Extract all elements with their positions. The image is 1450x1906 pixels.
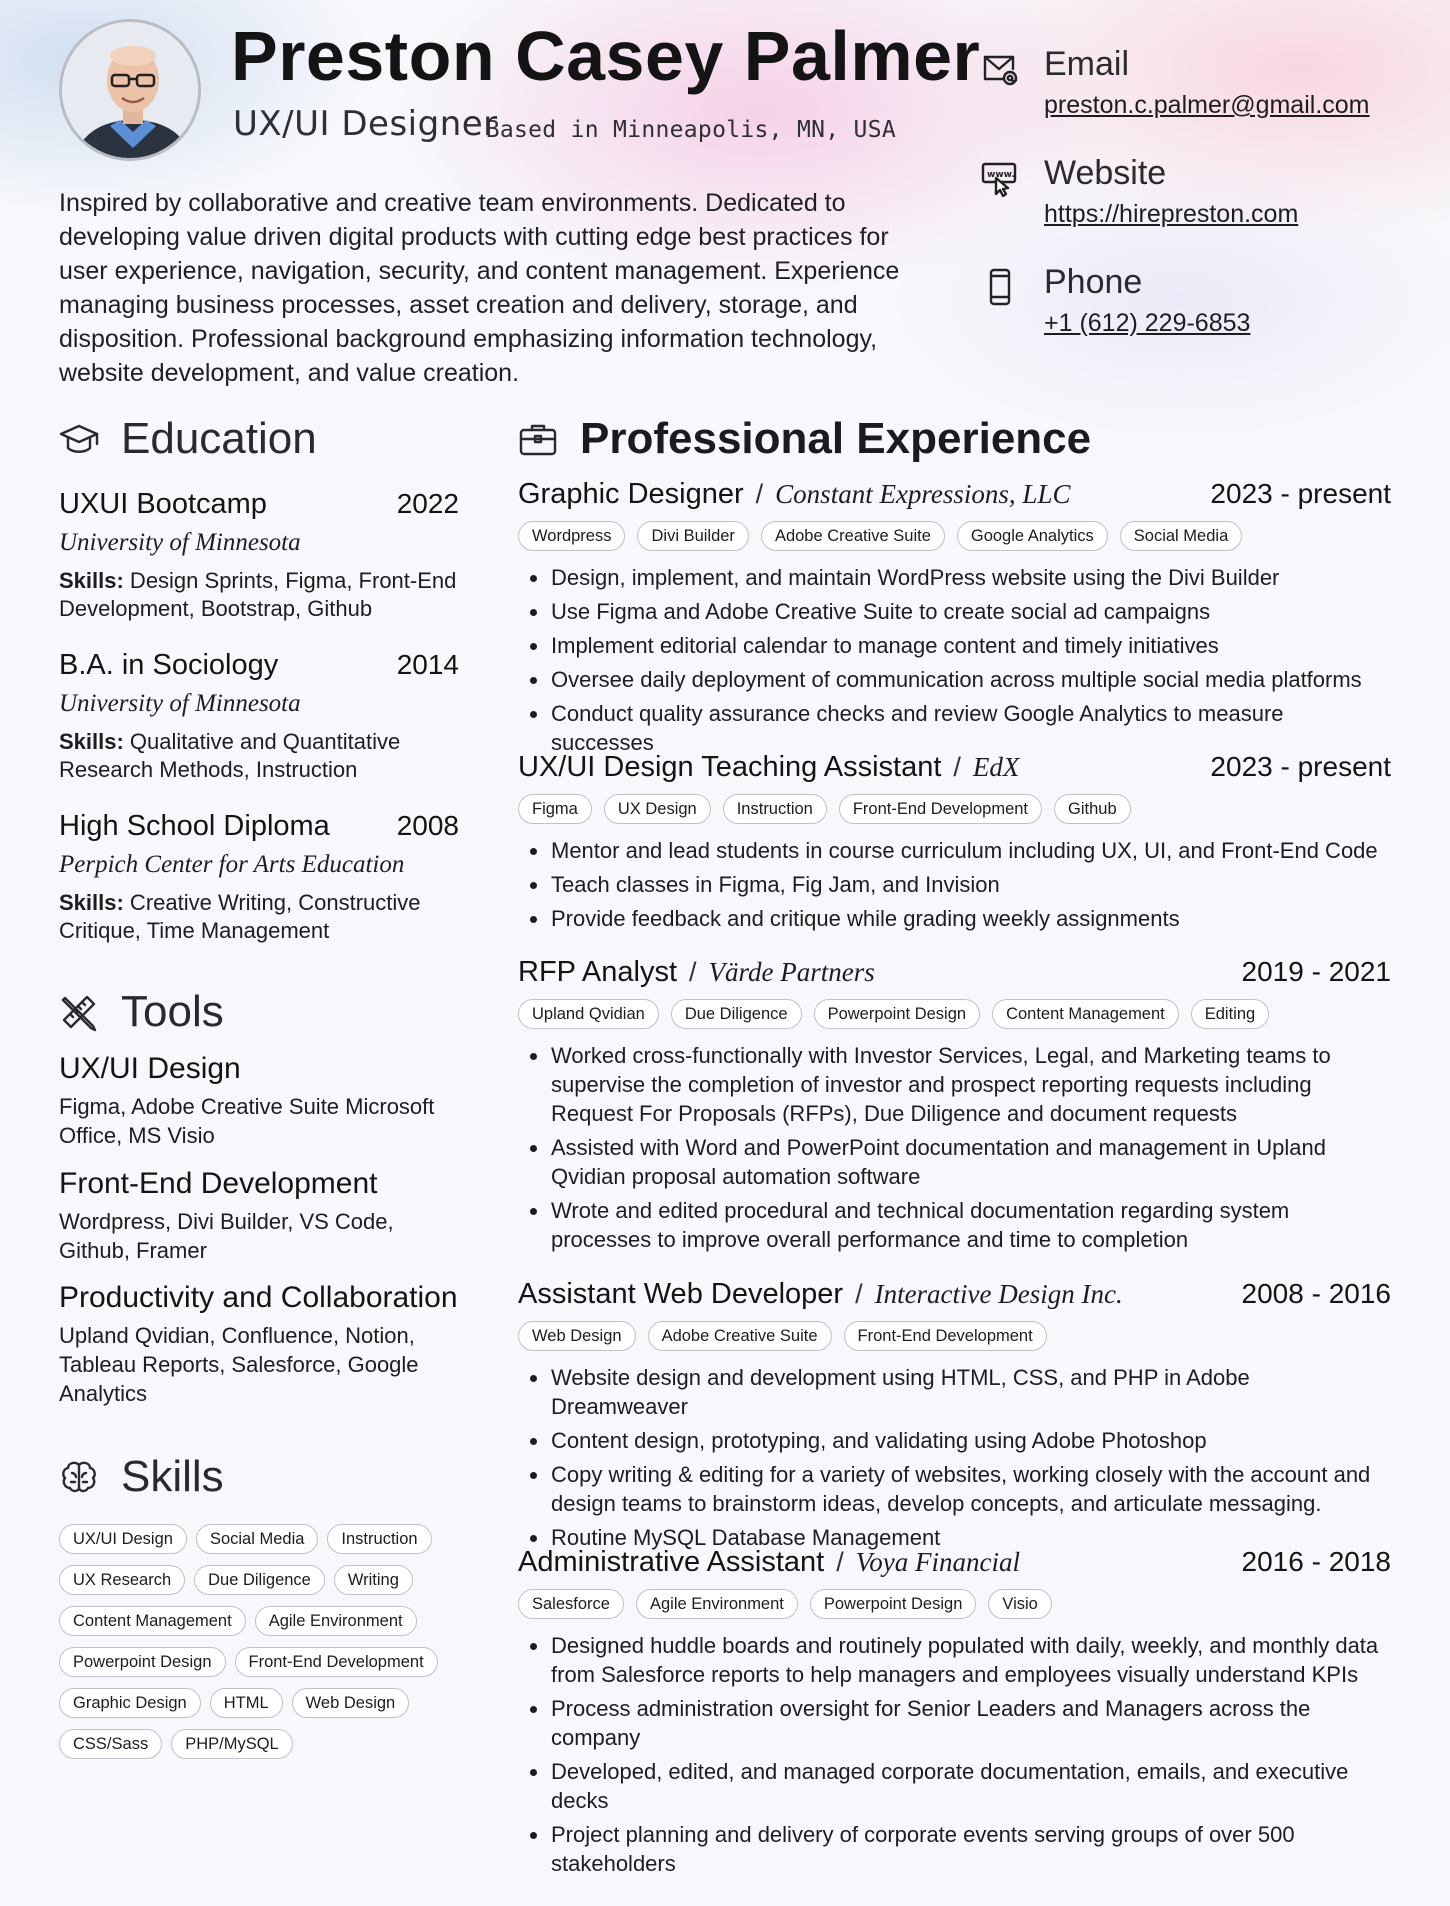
job-bullets [518,563,1391,757]
briefcase-icon [518,419,558,459]
pencil-ruler-icon [59,992,99,1032]
skills-text: Creative Writing, Constructive Critique, Time Management [59,890,421,943]
job-dates: 2016 - 2018 [1241,1546,1391,1577]
job-separator: / [755,479,764,509]
skills-label: Skills: [59,890,124,915]
skill-tag: CSS/Sass [59,1729,162,1759]
job-title: Assistant Web Developer [518,1278,844,1310]
bullet-item: Content design, prototyping, and validating using Adobe Photoshop [518,1426,1391,1455]
job-tags [518,999,1391,1029]
job-tag: Content Management [992,999,1179,1029]
job-tags [518,794,1391,824]
skills-heading-text: Skills [121,1452,224,1501]
www-cursor-icon [980,158,1020,198]
tool-category-desc: Wordpress, Divi Builder, VS Code, Github, Framer [59,1209,394,1263]
job-tag: Agile Environment [636,1589,798,1619]
skill-tag: PHP/MySQL [171,1729,293,1759]
education-heading-text: Education [121,414,317,463]
job-tag: Web Design [518,1321,636,1351]
job-company: Värde Partners [708,957,875,987]
skills-tag-list [59,1524,479,1770]
job-dates: 2023 - present [1210,751,1391,782]
website-label: Website [1044,154,1167,192]
bullet-item: Implement editorial calendar to manage content and timely initiatives [518,631,1391,660]
job-tag: Wordpress [518,521,625,551]
job-tag: Visio [988,1589,1051,1619]
job-entry [518,1546,1391,1883]
job-title: Administrative Assistant [518,1546,825,1578]
experience-heading [518,414,1091,464]
education-institution: Perpich Center for Arts Education [59,851,405,878]
job-bullets [518,1363,1391,1552]
education-title: UXUI Bootcamp [59,488,267,520]
skill-tag: Writing [334,1565,413,1595]
skill-tag: Web Design [292,1688,410,1718]
skills-label: Skills: [59,729,124,754]
bullet-item: Oversee daily deployment of communication across multiple social media platforms [518,665,1391,694]
job-separator: / [836,1547,844,1577]
job-entry [518,751,1391,938]
job-tag: Salesforce [518,1589,624,1619]
education-title: High School Diploma [59,810,330,842]
job-bullets [518,836,1391,933]
job-tag: Github [1054,794,1131,824]
skill-tag: Front-End Development [235,1647,438,1677]
job-tag: Powerpoint Design [810,1589,977,1619]
job-bullets [518,1041,1391,1254]
skill-tag: Agile Environment [255,1606,417,1636]
education-skills [59,567,459,623]
email-link[interactable]: preston.c.palmer@gmail.com [1044,91,1370,119]
education-institution: University of Minnesota [59,690,301,717]
tool-category [59,1281,459,1408]
bullet-item: Process administration oversight for Senior Leaders and Managers across the company [518,1694,1391,1752]
skill-tag: UX Research [59,1565,185,1595]
education-year: 2014 [396,649,459,680]
bullet-item: Developed, edited, and managed corporate documentation, emails, and executive decks [518,1757,1391,1815]
bullet-item: Teach classes in Figma, Fig Jam, and Invision [518,870,1391,899]
job-title: RFP Analyst [518,956,678,988]
tool-category [59,1052,459,1150]
bullet-item: Worked cross-functionally with Investor Services, Legal, and Marketing teams to supervise the completion of investor and prospect reporting requests including Request For Proposals (RFPs), Due Diligence and document requests [518,1041,1391,1128]
bullet-item: Wrote and edited procedural and technical documentation regarding system processes to improve overall performance and time to completion [518,1196,1391,1254]
tools-heading-text: Tools [121,987,224,1036]
job-company: Interactive Design Inc. [874,1279,1123,1309]
job-separator: / [855,1279,863,1309]
location: Based in Minneapolis, MN, USA [485,117,896,143]
tool-category-title: UX/UI Design [59,1052,241,1085]
job-entry [518,478,1391,762]
job-dates: 2023 - present [1210,478,1391,509]
bullet-item: Copy writing & editing for a variety of websites, working closely with the account and design teams to brainstorm ideas, develop concepts, and articulate messaging. [518,1460,1391,1518]
job-tag: Editing [1191,999,1269,1029]
skill-tag: Social Media [196,1524,318,1554]
bullet-item: Routine MySQL Database Management [518,1523,1391,1552]
profile-summary: Inspired by collaborative and creative team environments. Dedicated to developing value driven digital products with cutting edge best practices for user experience, navigation, security, and content management. Experience managing business processes, asset creation and delivery, storage, and disposition. Professional background emphasizing information technology, website development, and value creation. [59,189,900,387]
skill-tag: HTML [210,1688,283,1718]
job-tag: Powerpoint Design [814,999,981,1029]
job-tag: Adobe Creative Suite [761,521,945,551]
job-bullets [518,1631,1391,1878]
skill-tag: Due Diligence [194,1565,325,1595]
job-tag: Google Analytics [957,521,1108,551]
skills-heading [59,1452,224,1502]
job-tag: Front-End Development [844,1321,1047,1351]
phone-link[interactable]: +1 (612) 229-6853 [1044,309,1251,337]
job-tag: Instruction [723,794,827,824]
job-tag: Adobe Creative Suite [648,1321,832,1351]
job-dates: 2008 - 2016 [1241,1278,1391,1309]
bullet-item: Assisted with Word and PowerPoint documentation and management in Upland Qvidian proposal automation software [518,1133,1391,1191]
bullet-item: Provide feedback and critique while grading weekly assignments [518,904,1391,933]
bullet-item: Website design and development using HTML, CSS, and PHP in Adobe Dreamweaver [518,1363,1391,1421]
job-tag: Figma [518,794,592,824]
svg-text:www.: www. [987,170,1015,180]
job-tag: Upland Qvidian [518,999,659,1029]
job-separator: / [953,752,961,782]
bullet-item: Mentor and lead students in course curriculum including UX, UI, and Front-End Code [518,836,1391,865]
skill-tag: Instruction [327,1524,431,1554]
job-dates: 2019 - 2021 [1241,956,1391,987]
education-skills [59,889,459,945]
graduation-cap-icon [59,419,99,459]
skills-text: Design Sprints, Figma, Front-End Development, Bootstrap, Github [59,568,457,621]
education-item [59,810,459,945]
email-label: Email [1044,45,1130,83]
phone-label: Phone [1044,263,1143,301]
skill-tag: Graphic Design [59,1688,201,1718]
job-title: UX/UI Design Teaching Assistant [518,751,942,783]
website-link[interactable]: https://hirepreston.com [1044,200,1299,228]
smartphone-icon [980,267,1020,307]
job-tag: Divi Builder [637,521,748,551]
profile-photo [59,19,201,161]
tool-category-desc: Figma, Adobe Creative Suite Microsoft Office, MS Visio [59,1094,435,1148]
brain-icon [59,1457,99,1497]
skill-tag: Content Management [59,1606,246,1636]
tool-category-desc: Upland Qvidian, Confluence, Notion, Tableau Reports, Salesforce, Google Analytics [59,1323,419,1406]
education-item [59,649,459,784]
job-entry [518,956,1391,1259]
job-separator: / [689,957,697,987]
education-skills [59,728,459,784]
education-year: 2022 [396,488,459,519]
education-institution: University of Minnesota [59,529,301,556]
education-title: B.A. in Sociology [59,649,279,681]
job-tag: UX Design [604,794,711,824]
job-company: Constant Expressions, LLC [775,479,1071,509]
job-tag: Front-End Development [839,794,1042,824]
bullet-item: Project planning and delivery of corporate events serving groups of over 500 stakeholders [518,1820,1391,1878]
skill-tag: UX/UI Design [59,1524,187,1554]
skills-text: Qualitative and Quantitative Research Methods, Instruction [59,729,401,782]
tool-category-title: Productivity and Collaboration [59,1281,458,1314]
education-year: 2008 [396,810,459,841]
job-entry [518,1278,1391,1557]
bullet-item: Conduct quality assurance checks and review Google Analytics to measure successes [518,699,1391,757]
tool-category [59,1167,459,1265]
bullet-item: Use Figma and Adobe Creative Suite to create social ad campaigns [518,597,1391,626]
job-tag: Social Media [1120,521,1242,551]
job-company: Voya Financial [855,1547,1020,1577]
job-tags [518,521,1391,551]
skills-label: Skills: [59,568,124,593]
job-tags [518,1321,1391,1351]
bullet-item: Designed huddle boards and routinely populated with daily, weekly, and monthly data from Salesforce reports to help managers and employees visually understand KPIs [518,1631,1391,1689]
job-title: Graphic Designer [518,478,744,510]
job-company: EdX [972,752,1020,782]
skill-tag: Powerpoint Design [59,1647,226,1677]
job-tags [518,1589,1391,1619]
education-heading [59,414,317,464]
job-tag: Due Diligence [671,999,802,1029]
tool-category-title: Front-End Development [59,1167,378,1200]
education-item [59,488,459,623]
full-name: Preston Casey Palmer [231,17,981,95]
experience-heading-text: Professional Experience [580,414,1092,463]
bullet-item: Design, implement, and maintain WordPress website using the Divi Builder [518,563,1391,592]
tools-heading [59,987,224,1037]
job-role: UX/UI Designer [233,104,498,144]
envelope-at-icon [980,49,1020,89]
